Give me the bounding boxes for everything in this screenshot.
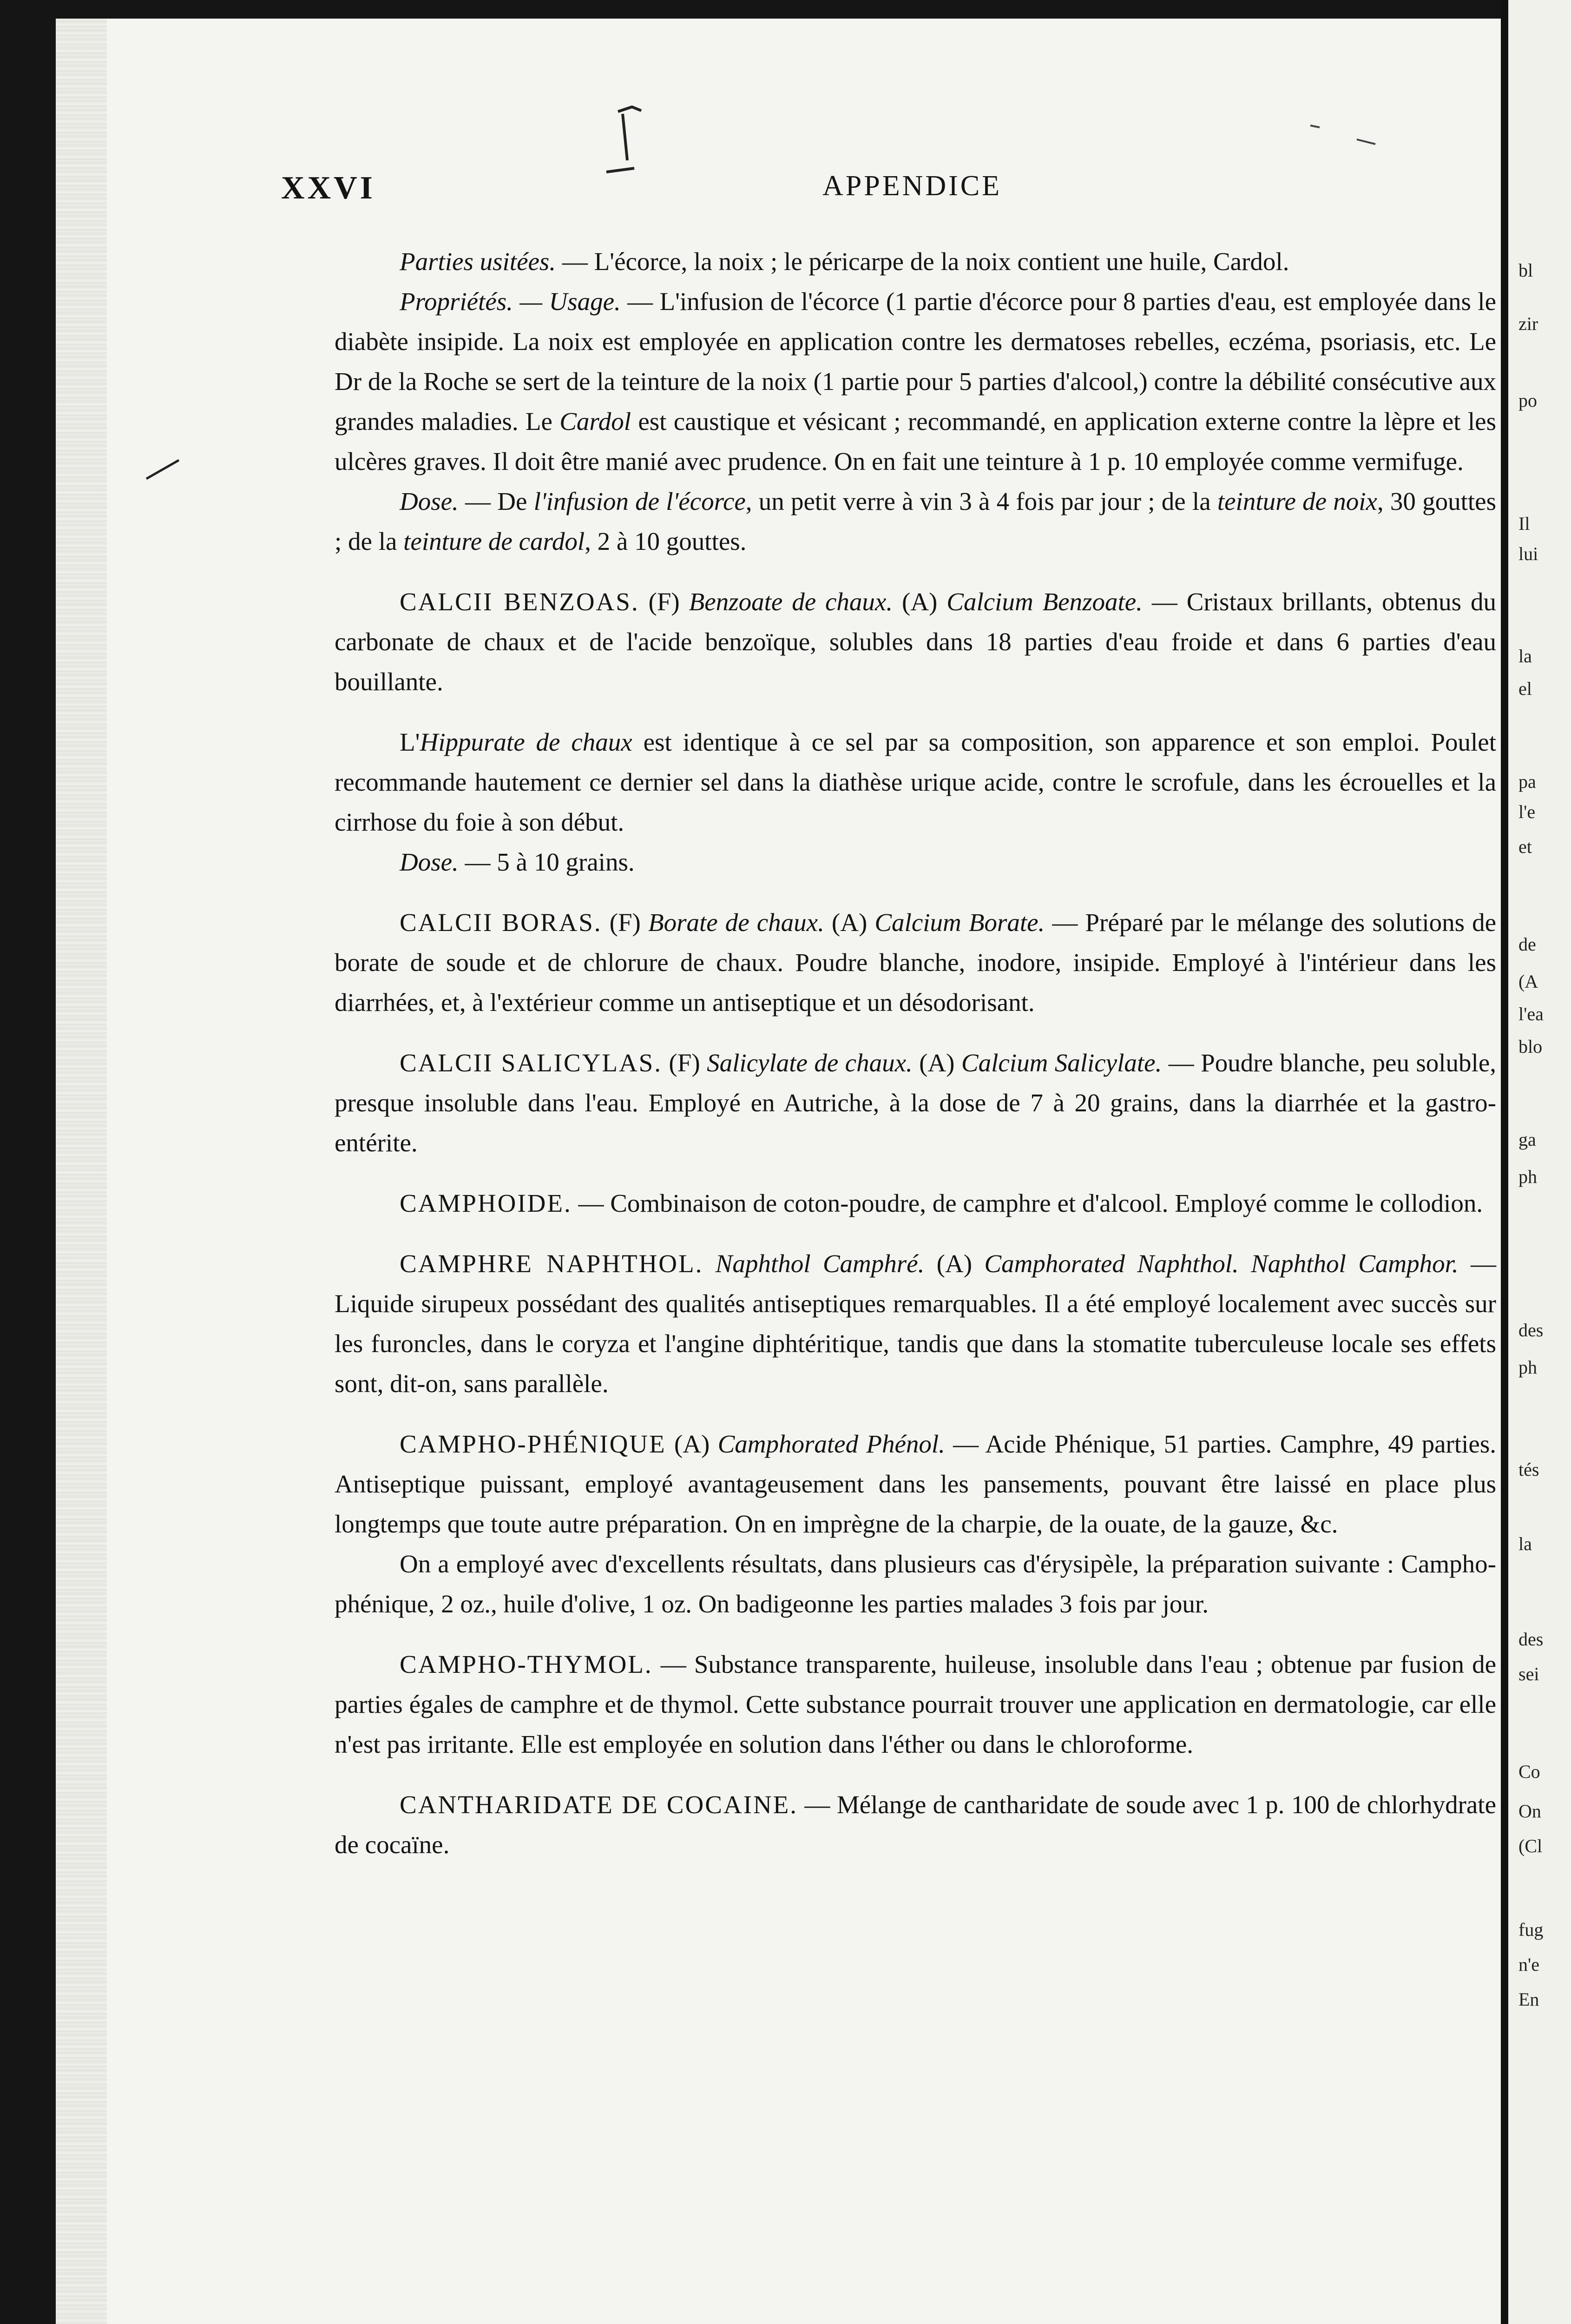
adjacent-fragment: n'e xyxy=(1518,1954,1539,1975)
italic-text: Dose. xyxy=(400,487,459,515)
text-run: On a employé avec d'excellents résultats, dans plusieurs cas d'érysipèle, la préparation suivante : Campho-phénique, 2 oz., huile d'olive, 1 oz. On badigeonne les parties malades 3 fois par jour. xyxy=(335,1550,1496,1618)
text-run: — Substance transparente, huileuse, insoluble dans l'eau ; obtenue par fusion de parties égales de camphre et de thymol. Cette substance pourrait trouver une application en dermatologie, car elle n'est pas irritante. Elle est employée en solution dans l'éther ou dans le chloroforme. xyxy=(335,1650,1496,1758)
adjacent-fragment: En xyxy=(1518,1989,1539,2010)
adjacent-fragment: (A xyxy=(1518,971,1538,992)
adjacent-fragment: Il xyxy=(1518,513,1530,534)
paragraph-dose1 xyxy=(335,482,1496,561)
text-run xyxy=(703,1249,715,1278)
adjacent-fragment: On xyxy=(1518,1801,1541,1822)
entry-heading: CALCII SALICYLAS. xyxy=(400,1049,663,1077)
paragraph-camphoide xyxy=(335,1183,1496,1223)
italic-text: Naphthol Camphré. xyxy=(715,1249,925,1278)
adjacent-fragment: la xyxy=(1518,1533,1532,1554)
adjacent-fragment: de xyxy=(1518,934,1536,955)
text-run: — Préparé par le mélange des solutions de borate de soude et de chlorure de chaux. Poudre blanche, inodore, insipide. Employé à l'intérieur dans les diarrhées, et, à l'extérieur comme un antiseptique et un désodorisant. xyxy=(335,908,1496,1017)
italic-text: Camphorated Naphthol. Naphthol Camphor. xyxy=(984,1249,1459,1278)
adjacent-fragment: la xyxy=(1518,646,1532,667)
adjacent-fragment: l'ea xyxy=(1518,1004,1544,1024)
paragraph-benzoas xyxy=(335,582,1496,702)
adjacent-page-strip xyxy=(1501,0,1571,2324)
adjacent-fragment: des xyxy=(1518,1629,1544,1650)
adjacent-fragment: ga xyxy=(1518,1129,1536,1150)
italic-text: teinture de cardol xyxy=(403,527,585,555)
text-run: — Combinaison de coton-poudre, de camphre et d'alcool. Employé comme le collodion. xyxy=(572,1189,1483,1217)
entry-heading: CALCII BORAS. xyxy=(400,908,602,937)
paragraph-camphre-naphthol xyxy=(335,1244,1496,1404)
adjacent-fragment: l'e xyxy=(1518,801,1536,822)
text-run: , 30 gouttes ; de la xyxy=(335,487,1496,555)
adjacent-fragment: sei xyxy=(1518,1664,1539,1684)
italic-text: Calcium Salicylate. xyxy=(961,1049,1162,1077)
entry-heading: CAMPHO-THYMOL. xyxy=(400,1650,653,1678)
adjacent-fragment: (Cl xyxy=(1518,1835,1543,1856)
italic-text: Parties usitées. xyxy=(400,247,556,276)
entry-heading: CAMPHO-PHÉNIQUE xyxy=(400,1430,666,1458)
page-header xyxy=(281,170,1489,211)
italic-text: Cardol xyxy=(559,407,631,436)
entry-heading: CANTHARIDATE DE COCAINE. xyxy=(400,1790,798,1819)
italic-text: Propriétés. — Usage. xyxy=(400,287,621,316)
scan-edge-noise xyxy=(56,19,107,2324)
paragraph-dose2 xyxy=(335,842,1496,882)
paragraph-campho-phenique xyxy=(335,1424,1496,1544)
paragraph-erysipele xyxy=(335,1544,1496,1624)
body-text xyxy=(335,242,1496,1865)
italic-text: l'infusion de l'écorce xyxy=(533,487,746,515)
entry-heading: CAMPHOIDE. xyxy=(400,1189,572,1217)
text-run: est identique à ce sel par sa composition, son apparence et son emploi. Poulet recommande hautement ce dernier sel dans la diathèse urique acide, contre le scrofule, dans les écrouelles et la cirrhose du foie à son début. xyxy=(335,728,1496,836)
adjacent-fragment: bl xyxy=(1518,260,1533,281)
text-run: — De xyxy=(458,487,534,515)
paragraph-campho-thymol xyxy=(335,1644,1496,1764)
italic-text: Hippurate de chaux xyxy=(420,728,632,756)
text-run: — Poudre blanche, peu soluble, presque insoluble dans l'eau. Employé en Autriche, à la dose de 7 à 20 grains, dans la diarrhée et la gastro-entérite. xyxy=(335,1049,1497,1157)
text-run: , un petit verre à vin 3 à 4 fois par jour ; de la xyxy=(745,487,1217,515)
page-number: XXVI xyxy=(281,170,375,206)
text-run: — L'infusion de l'écorce (1 partie d'écorce pour 8 parties d'eau, est employée dans le diabète insipide. La noix est employée en application contre les dermatoses rebelles, eczéma, psoriasis, etc. Le Dr de la Roche se sert de la teinture de la noix (1 partie pour 5 parties d'alcool,) contre la débilité consécutive aux grandes maladies. Le xyxy=(335,287,1496,436)
paragraph-parties xyxy=(335,242,1496,282)
italic-text: Camphorated Phénol. xyxy=(717,1430,945,1458)
adjacent-fragment: zir xyxy=(1518,313,1538,334)
adjacent-fragment: el xyxy=(1518,678,1532,699)
adjacent-fragment: pa xyxy=(1518,771,1536,792)
paragraph-hippurate xyxy=(335,722,1496,842)
adjacent-fragment: po xyxy=(1518,390,1537,411)
text-run: — Cristaux brillants, obtenus du carbonate de chaux et de l'acide benzoïque, solubles dans 18 parties d'eau froide et dans 6 parties d'eau bouillante. xyxy=(335,588,1496,696)
adjacent-fragment: lui xyxy=(1518,543,1538,564)
paragraph-salicylas xyxy=(335,1043,1496,1163)
text-run: — 5 à 10 grains. xyxy=(458,848,635,876)
text-run: — Acide Phénique, 51 parties. Camphre, 49 parties. Antiseptique puissant, employé avantageusement dans les pansements, pouvant être laissé en place plus longtemps que toute autre préparation. On en imprègne de la charpie, de la ouate, de la gauze, &c. xyxy=(335,1430,1496,1538)
text-run: (A) xyxy=(893,588,947,616)
italic-text: Dose. xyxy=(400,848,459,876)
italic-text: Calcium Benzoate. xyxy=(947,588,1143,616)
adjacent-fragment: blo xyxy=(1518,1036,1543,1057)
italic-text: teinture de noix xyxy=(1217,487,1377,515)
text-run: est caustique et vésicant ; recommandé, en application externe contre la lèpre et les ulcères graves. Il doit être manié avec prudence. On en fait une teinture à 1 p. 10 employée comme vermifuge. xyxy=(335,407,1496,475)
italic-text: Salicylate de chaux. xyxy=(707,1049,913,1077)
text-run: (F) xyxy=(662,1049,707,1077)
adjacent-fragment: fug xyxy=(1518,1919,1544,1940)
paragraph-proprietes xyxy=(335,282,1496,482)
text-run: — L'écorce, la noix ; le péricarpe de la noix contient une huile, Cardol. xyxy=(556,247,1289,276)
text-run: (F) xyxy=(602,908,648,937)
entry-heading: CAMPHRE NAPHTHOL. xyxy=(400,1249,703,1278)
text-run: L' xyxy=(400,728,420,756)
document-page xyxy=(56,19,1515,2324)
adjacent-fragment: tés xyxy=(1518,1459,1539,1480)
adjacent-fragment: ph xyxy=(1518,1166,1537,1187)
adjacent-fragment: des xyxy=(1518,1320,1544,1340)
paragraph-cantharidate xyxy=(335,1785,1496,1865)
italic-text: Benzoate de chaux. xyxy=(689,588,893,616)
text-run: (A) xyxy=(666,1430,718,1458)
running-head: APPENDICE xyxy=(822,170,1002,202)
adjacent-fragment: Co xyxy=(1518,1761,1540,1782)
italic-text: Calcium Borate. xyxy=(874,908,1045,937)
adjacent-fragment: ph xyxy=(1518,1357,1537,1378)
text-run: (A) xyxy=(912,1049,961,1077)
text-run: — Mélange de cantharidate de soude avec 1 p. 100 de chlorhydrate de cocaïne. xyxy=(335,1790,1496,1859)
entry-heading: CALCII BENZOAS. xyxy=(400,588,639,616)
adjacent-fragment: et xyxy=(1518,836,1532,857)
text-run: (F) xyxy=(639,588,689,616)
text-run: — Liquide sirupeux possédant des qualités antiseptiques remarquables. Il a été employé localement avec succès sur les furoncles, dans le coryza et l'angine diphtéritique, tandis que dans la stomatite tuberculeuse locale ses effets sont, dit-on, sans parallèle. xyxy=(335,1249,1497,1398)
paragraph-boras xyxy=(335,903,1496,1023)
text-run: (A) xyxy=(924,1249,985,1278)
text-run: (A) xyxy=(824,908,875,937)
text-run: , 2 à 10 gouttes. xyxy=(585,527,747,555)
italic-text: Borate de chaux. xyxy=(648,908,824,937)
